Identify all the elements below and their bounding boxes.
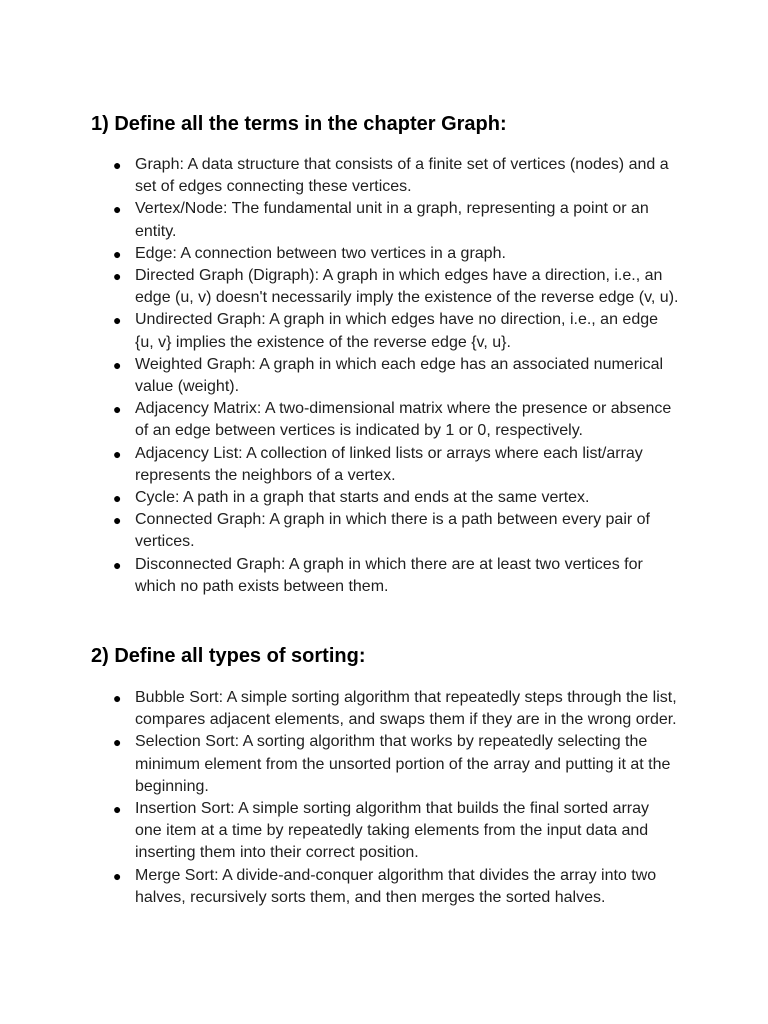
bullet-icon: ● — [113, 401, 122, 418]
bullet-icon: ● — [113, 157, 122, 173]
bullet-icon: ● — [113, 556, 122, 573]
list-item — [91, 509, 691, 553]
list-item-text: Vertex/Node: The fundamental unit in a graph, representing a point or an entity. — [135, 200, 649, 240]
list-item — [91, 354, 691, 398]
list-item-text: Undirected Graph: A graph in which edges have no direction, i.e., an edge {u, v} implies the existence of the reverse edge {v, u}. — [135, 311, 659, 351]
bullet-icon: ● — [113, 734, 122, 751]
list-item — [91, 865, 691, 909]
list-item — [91, 309, 691, 353]
list-item — [91, 265, 691, 309]
bullet-icon: ● — [113, 356, 122, 373]
bullet-icon: ● — [113, 690, 122, 706]
list-item-text: Edge: A connection between two vertices in a graph. — [135, 244, 506, 262]
bullet-icon: ● — [113, 268, 122, 285]
list-item — [91, 243, 691, 265]
graph-terms-list — [91, 154, 691, 598]
section-sorting-types — [91, 644, 691, 909]
list-item-text: Adjacency Matrix: A two-dimensional matrix where the presence or absence of an edge between vertices is indicated by 1 or 0, respectively. — [135, 400, 672, 440]
bullet-icon: ● — [113, 801, 122, 818]
list-item — [91, 154, 691, 198]
list-item-text: Graph: A data structure that consists of a finite set of vertices (nodes) and a set of edges connecting these vertices. — [135, 156, 669, 196]
list-item-text: Merge Sort: A divide-and-conquer algorithm that divides the array into two halves, recursively sorts them, and then merges the sorted halves. — [135, 866, 657, 906]
bullet-icon: ● — [113, 490, 122, 507]
section-heading: 1) Define all the terms in the chapter Graph: — [91, 113, 507, 135]
list-item-text: Cycle: A path in a graph that starts and ends at the same vertex. — [135, 489, 590, 507]
list-item — [91, 198, 691, 242]
list-item-text: Weighted Graph: A graph in which each edge has an associated numerical value (weight). — [135, 355, 664, 396]
list-item — [91, 398, 691, 442]
section-graph-terms — [91, 112, 691, 598]
list-item-text: Directed Graph (Digraph): A graph in which edges have a direction, i.e., an edge (u, v) doesn't necessarily imply the existence of the reverse edge (v, u). — [135, 267, 679, 307]
list-item — [91, 798, 691, 865]
list-item-text: Selection Sort: A sorting algorithm that works by repeatedly selecting the minimum element from the unsorted portion of the array and putting it at the beginning. — [135, 733, 671, 795]
list-item — [91, 443, 691, 487]
bullet-icon: ● — [113, 445, 122, 462]
list-item-text: Disconnected Graph: A graph in which there are at least two vertices for which no path exists between them. — [135, 555, 643, 595]
list-item-text: Adjacency List: A collection of linked lists or arrays where each list/array represents the neighbors of a vertex. — [135, 444, 643, 484]
bullet-icon: ● — [113, 245, 122, 262]
list-item — [91, 731, 691, 798]
list-item — [91, 687, 691, 731]
bullet-icon: ● — [113, 312, 122, 329]
list-item-text: Bubble Sort: A simple sorting algorithm that repeatedly steps through the list, compares adjacent elements, and swaps them if they are in the wrong order. — [135, 689, 677, 729]
sorting-types-list — [91, 687, 691, 909]
list-item-text: Insertion Sort: A simple sorting algorithm that builds the final sorted array one item at a time by repeatedly taking elements from the input data and inserting them into their correct position. — [135, 800, 650, 862]
bullet-icon: ● — [113, 201, 122, 218]
list-item — [91, 554, 691, 598]
list-item-text: Connected Graph: A graph in which there is a path between every pair of vertices. — [135, 511, 650, 551]
bullet-icon: ● — [113, 512, 122, 529]
bullet-icon: ● — [113, 867, 122, 884]
list-item — [91, 487, 691, 509]
section-heading: 2) Define all types of sorting: — [91, 645, 366, 667]
